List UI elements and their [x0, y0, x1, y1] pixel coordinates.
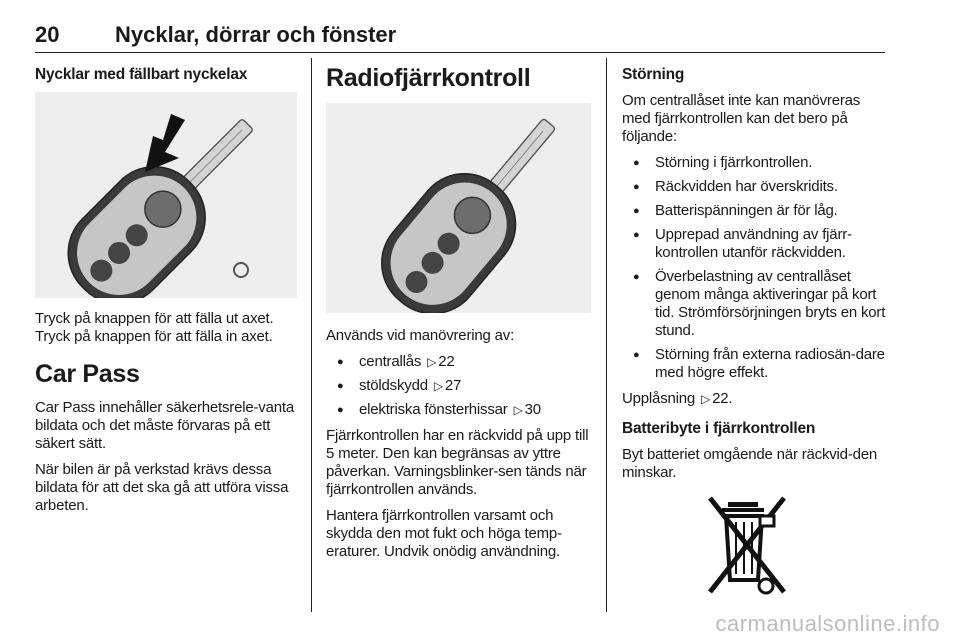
list-item: ● Störning i fjärrkontrollen.: [622, 154, 887, 172]
list-item: ● stöldskydd ▷ 27: [326, 377, 591, 395]
column-divider: [606, 58, 607, 612]
interference-intro: Om centrallåset inte kan manövreras med fjärrkontrollen kan det bero på följande:: [622, 92, 861, 145]
workshop-text: När bilen är på verkstad krävs dessa bildata för att det ska gå att utföra vissa arbeten.: [35, 461, 289, 514]
chapter-title: Nycklar, dörrar och fönster: [115, 22, 397, 47]
folding-key-illustration: [35, 92, 297, 298]
range-text: Fjärrkontrollen har en räckvidd på upp till 5 meter. Den kan begränsas av yttre påverkan. Varningsblinker-sen tänds när fjärrkontrollen används.: [326, 427, 589, 498]
list-item: ● Störning från externa radiosän-dare med högre effekt.: [622, 346, 887, 382]
column-divider: [311, 58, 312, 612]
page-header: [35, 22, 885, 53]
reference-arrow-icon: ▷: [701, 392, 711, 406]
page-number: 20: [35, 22, 60, 47]
column-middle: [326, 58, 591, 569]
battery-heading: Batteribyte i fjärrkontrollen: [622, 420, 816, 437]
weee-symbol-container: [622, 490, 887, 600]
interference-list: [622, 154, 887, 382]
interference-heading: Störning: [622, 66, 685, 83]
reference-arrow-icon: ▷: [513, 403, 523, 417]
list-item: ● elektriska fönsterhissar ▷ 30: [326, 401, 591, 419]
list-item: ● Batterispänningen är för låg.: [622, 202, 887, 220]
remote-control-title: Radiofjärrkontroll: [326, 64, 531, 92]
remote-use-list: [326, 353, 591, 419]
folding-key-icon: [35, 92, 297, 298]
section-heading-folding-key: Nycklar med fällbart nyckelax: [35, 66, 248, 83]
unlock-reference: Upplåsning ▷ 22.: [622, 390, 733, 407]
page-ref-link[interactable]: 27: [444, 377, 462, 394]
car-pass-text: Car Pass innehåller säkerhetsrele-vanta bildata och det måste förvaras på ett säkert sätt.: [35, 399, 294, 452]
car-pass-title: Car Pass: [35, 360, 140, 388]
list-item: ● Överbelastning av centrallåset genom många aktiveringar på kort tid. Strömförsörjningen bryts en kort stund.: [622, 268, 887, 340]
remote-key-icon: [326, 103, 591, 313]
list-item: ● Upprepad användning av fjärr-kontrollen utanför räckvidden.: [622, 226, 887, 262]
watermark: carmanualsonline.info: [715, 611, 940, 636]
column-left: [35, 58, 297, 523]
list-item: ● centrallås ▷ 22: [326, 353, 591, 371]
folding-key-text: Tryck på knappen för att fälla ut axet. Tryck på knappen för att fälla in axet.: [35, 310, 274, 345]
list-item: ● Räckvidden har överskridits.: [622, 178, 887, 196]
remote-intro: Används vid manövrering av:: [326, 327, 515, 344]
reference-arrow-icon: ▷: [433, 379, 443, 393]
page-ref-link[interactable]: 30: [524, 401, 541, 418]
care-text: Hantera fjärrkontrollen varsamt och skydda den mot fukt och höga temp-eraturer. Undvik onödig användning.: [326, 507, 562, 560]
page-ref-link[interactable]: 22: [438, 353, 455, 370]
crossed-bin-icon: [702, 490, 792, 600]
remote-control-illustration: [326, 103, 591, 313]
reference-arrow-icon: ▷: [427, 355, 437, 369]
column-right: [622, 58, 887, 600]
page-ref-link[interactable]: 22.: [712, 390, 733, 407]
battery-text: Byt batteriet omgående när räckvid-den minskar.: [622, 446, 878, 481]
